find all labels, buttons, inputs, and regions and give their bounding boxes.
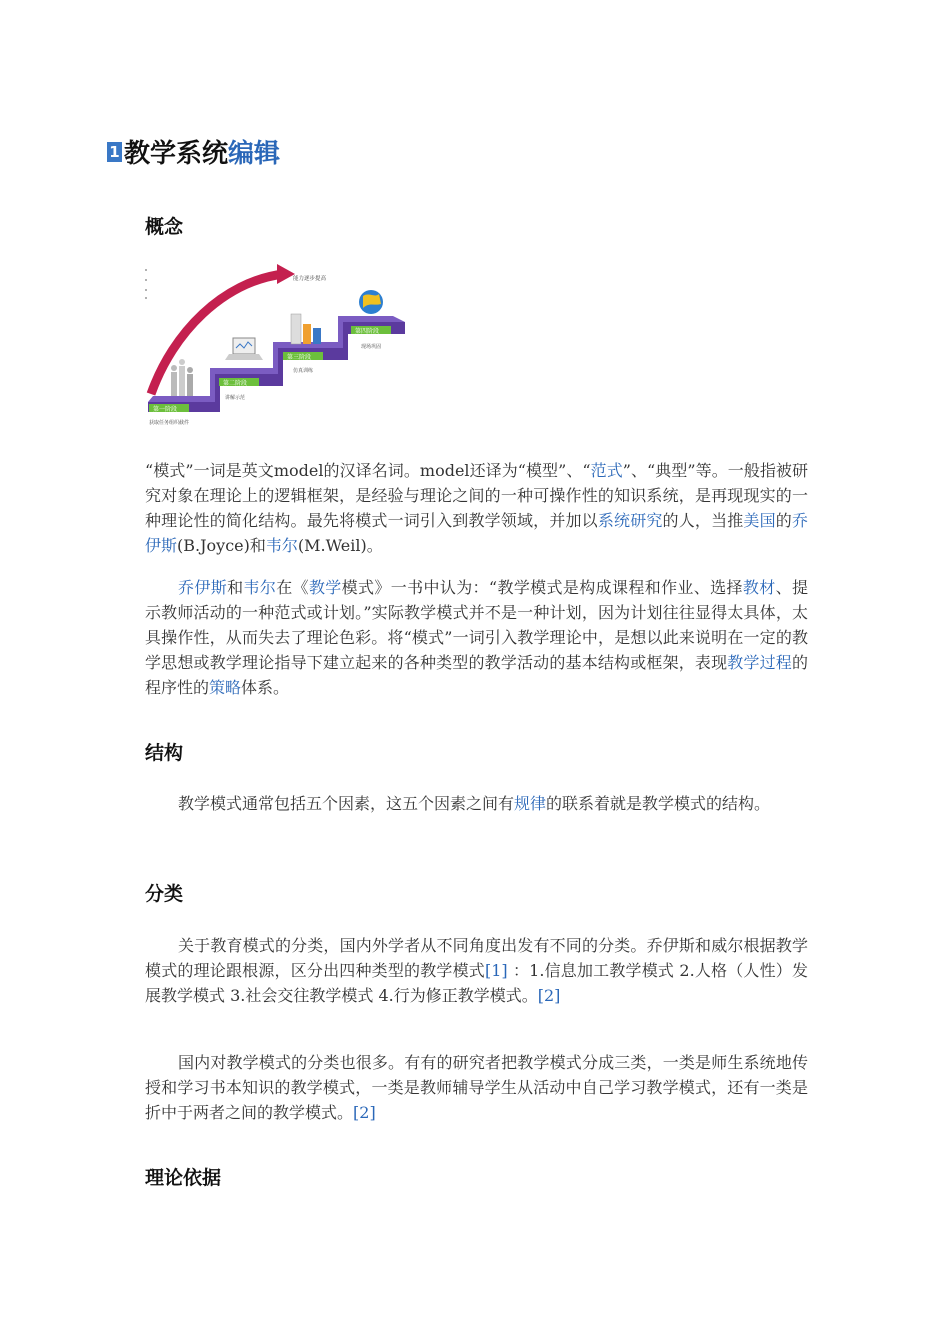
text: 体系。 — [241, 678, 290, 697]
title-text: 教学系统 — [124, 139, 229, 169]
paragraph-2 — [145, 575, 808, 700]
stage-2-label: 第二阶段 — [223, 380, 248, 387]
link-law[interactable]: 规律 — [514, 794, 547, 813]
bullet-dot — [145, 279, 147, 281]
bullet-dot — [145, 289, 147, 291]
link-joyce[interactable]: 乔伊斯 — [145, 511, 808, 555]
paragraph-4 — [145, 933, 808, 1008]
link-system-research[interactable]: 系统研究 — [597, 511, 663, 530]
people-icon — [171, 359, 193, 396]
link-weil[interactable]: 韦尔 — [265, 536, 298, 555]
link-textbook[interactable]: 教材 — [742, 578, 776, 597]
text: ：1.信息加工教学模式 2.人格（人性）发展教学模式 3.社会交往教学模式 4.行为修正教学模式。 — [145, 961, 808, 1005]
link-teaching-process[interactable]: 教学过程 — [727, 653, 792, 672]
link-joyce[interactable]: 乔伊斯 — [178, 578, 228, 597]
text: 教学模式通常包括五个因素，这五个因素之间有 — [178, 794, 515, 813]
text: 、提示教师活动的一种范式或计划。”实际教学模式并不是一种计划，因为计划往往显得太具体，太具操作性，从而失去了理论色彩。将“模式”一词引入教学理论中，是想以此来说明在一定的教学思想或教学理论指导下建立起来的各种类型的教学活动的基本结构或框架，表现 — [145, 578, 808, 672]
stairs-diagram-svg — [143, 262, 413, 432]
text: 模式》一书中认为：“教学模式是构成课程和作业、选择 — [341, 578, 743, 597]
stairs-illustration — [143, 262, 413, 432]
section-heading-structure: 结构 — [145, 742, 184, 764]
text: “模式”一词是英文model的汉译名词。model还译为“模型”、“ — [145, 461, 591, 480]
link-teaching[interactable]: 教学 — [308, 578, 342, 597]
edit-link[interactable]: 编辑 — [228, 139, 281, 169]
section-heading-concept: 概念 — [145, 216, 184, 238]
stage-3-label: 第三阶段 — [287, 354, 312, 361]
bullet-dot — [145, 297, 147, 299]
page-title — [107, 133, 280, 170]
paragraph-3 — [145, 791, 808, 816]
citation-1[interactable]: [1] — [485, 961, 508, 980]
paragraph-5 — [145, 1050, 808, 1125]
text: ”、“典型”等。一般指被研究对象在理论上的逻辑框架，是经验与理论之间的一种可操作性的知识系统，是再现现实的一种理论性的简化结构。最先将模式一词引入到教学领域，并加以 — [145, 461, 808, 530]
citation-2[interactable]: [2] — [537, 986, 561, 1005]
text: 和 — [227, 578, 244, 597]
books-icon — [291, 314, 321, 344]
paragraph-1 — [145, 458, 808, 558]
link-fanshi[interactable]: 范式 — [590, 461, 623, 480]
link-usa[interactable]: 美国 — [743, 511, 776, 530]
stage-4-label: 第四阶段 — [355, 328, 380, 335]
citation-2[interactable]: [2] — [353, 1103, 376, 1122]
text: 在《 — [276, 578, 309, 597]
section-number-badge: 1 — [107, 142, 122, 162]
text: 关于教育模式的分类，国内外学者从不同角度出发有不同的分类。乔伊斯和威尔根据教学模式的理论跟根源，区分出四种类型的教学模式 — [145, 936, 808, 980]
link-weil[interactable]: 韦尔 — [243, 578, 277, 597]
text: 国内对教学模式的分类也很多。有有的研究者把教学模式分成三类，一类是师生系统地传授和学习书本知识的教学模式，一类是教师辅导学生从活动中自己学习教学模式，还有一类是折中于两者之间的教学模式。 — [145, 1053, 808, 1122]
text: 的联系着就是教学模式的结构。 — [546, 794, 771, 813]
text: 的人，当推 — [662, 511, 744, 530]
section-heading-theory: 理论依据 — [145, 1167, 222, 1189]
globe-icon — [359, 290, 383, 314]
stage-1-caption: 获取任务组织截件 — [149, 420, 190, 426]
stage-4-caption: 现场巩固 — [361, 344, 382, 350]
text: (M.Weil)。 — [297, 536, 383, 555]
laptop-icon — [225, 338, 263, 360]
stage-3-caption: 仿真训练 — [293, 368, 314, 374]
bullet-dot — [145, 269, 147, 271]
stage-1-label: 第一阶段 — [153, 406, 178, 413]
top-caption: 能力逐步提高 — [293, 276, 327, 282]
section-heading-classification: 分类 — [145, 883, 184, 905]
link-strategy[interactable]: 策略 — [209, 678, 242, 697]
stage-2-caption: 讲解示范 — [225, 395, 246, 401]
text: 的程序性的 — [145, 653, 808, 697]
text: 的 — [775, 511, 792, 530]
text: (B.Joyce)和 — [177, 536, 266, 555]
